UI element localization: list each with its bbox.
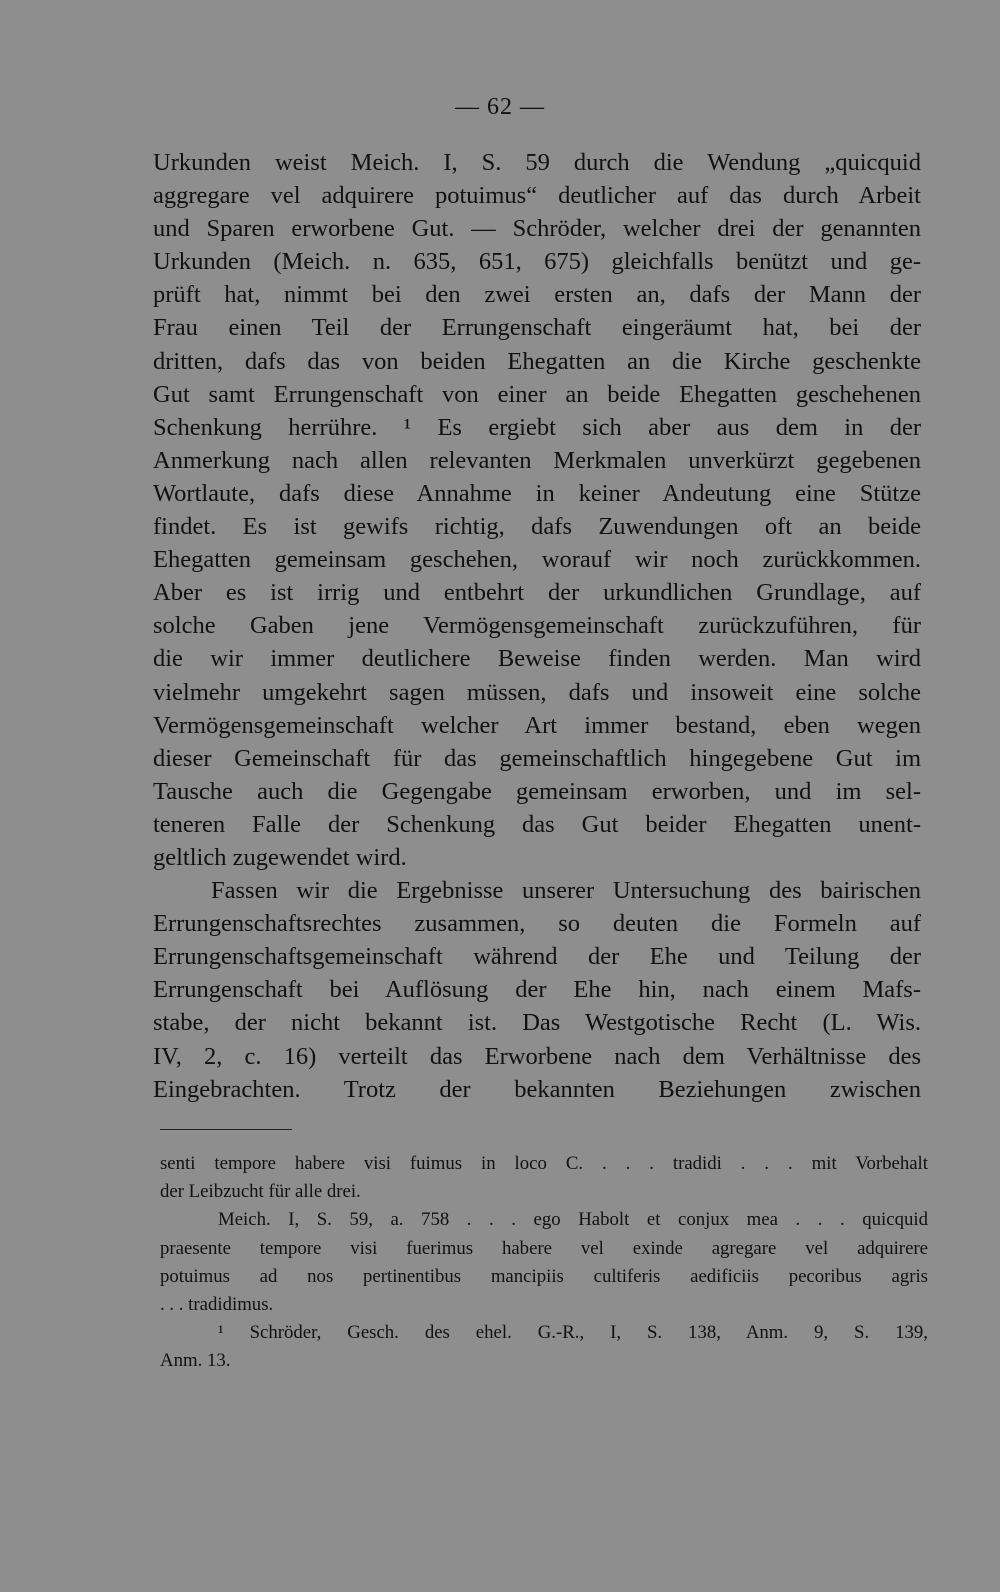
text-line: Tausche auch die Gegengabe gemeinsam erworben, und im sel-: [153, 777, 921, 805]
text-line: dieser Gemeinschaft für das gemeinschaftlich hingegebene Gut im: [153, 744, 921, 772]
footnote-line: praesente tempore visi fuerimus habere vel exinde agregare vel adquirere: [160, 1237, 928, 1259]
footnote-line: der Leibzucht für alle drei.: [160, 1181, 361, 1203]
text-line: Eingebrachten. Trotz der bekannten Beziehungen zwischen: [153, 1075, 921, 1103]
text-line: Aber es ist irrig und entbehrt der urkundlichen Grundlage, auf: [153, 579, 921, 607]
text-line: Errungenschaftsrechtes zusammen, so deuten die Formeln auf: [153, 910, 921, 938]
footnote-line: Anm. 13.: [160, 1350, 231, 1372]
footnotes: [160, 1150, 928, 1376]
text-line: solche Gaben jene Vermögensgemeinschaft zurückzuführen, für: [153, 612, 921, 640]
footnote-divider: [160, 1129, 292, 1130]
text-line: Gut samt Errungenschaft von einer an beide Ehegatten geschehenen: [153, 380, 921, 408]
text-line: und Sparen erworbene Gut. — Schröder, welcher drei der genannten: [153, 215, 921, 243]
text-line: aggregare vel adquirere potuimus“ deutlicher auf das durch Arbeit: [153, 182, 921, 210]
text-line: Wortlaute, dafs diese Annahme in keiner Andeutung eine Stütze: [153, 479, 921, 507]
text-line: findet. Es ist gewifs richtig, dafs Zuwendungen oft an beide: [153, 513, 921, 541]
text-line: Urkunden weist Meich. I, S. 59 durch die Wendung „quicquid: [153, 149, 921, 176]
text-line: stabe, der nicht bekannt ist. Das Westgotische Recht (L. Wis.: [153, 1009, 921, 1037]
text-line: Vermögensgemeinschaft welcher Art immer bestand, eben wegen: [153, 711, 921, 739]
text-line: dritten, dafs das von beiden Ehegatten an die Kirche geschenkte: [153, 347, 921, 375]
text-line: prüft hat, nimmt bei den zwei ersten an, dafs der Mann der: [153, 281, 921, 309]
page-number: — 62 —: [455, 94, 545, 120]
text-line: Fassen wir die Ergebnisse unserer Untersuchung des bairischen: [211, 877, 921, 905]
footnote-line: senti tempore habere visi fuimus in loco C. . . . tradidi . . . mit Vorbehalt: [160, 1153, 928, 1174]
text-line: teneren Falle der Schenkung das Gut beider Ehegatten unent-: [153, 810, 921, 838]
text-line: Errungenschaftsgemeinschaft während der Ehe und Teilung der: [153, 943, 921, 971]
text-line: Ehegatten gemeinsam geschehen, worauf wir noch zurückkommen.: [153, 546, 921, 574]
text-line: Anmerkung nach allen relevanten Merkmalen unverkürzt gegebenen: [153, 446, 921, 474]
text-line: vielmehr umgekehrt sagen müssen, dafs und insoweit eine solche: [153, 678, 921, 706]
footnote-line: Meich. I, S. 59, a. 758 . . . ego Habolt et conjux mea . . . quicquid: [218, 1209, 928, 1231]
footnote-line: ¹ Schröder, Gesch. des ehel. G.-R., I, S. 138, Anm. 9, S. 139,: [218, 1322, 928, 1344]
text-line: Schenkung herrühre. ¹ Es ergiebt sich aber aus dem in der: [153, 413, 921, 441]
text-line: Errungenschaft bei Auflösung der Ehe hin, nach einem Mafs-: [153, 976, 921, 1004]
footnote-line: potuimus ad nos pertinentibus mancipiis cultiferis aedificiis pecoribus agris: [160, 1265, 928, 1287]
text-line: die wir immer deutlichere Beweise finden werden. Man wird: [153, 645, 921, 673]
text-line: geltlich zugewendet wird.: [153, 843, 407, 871]
footnote-line: . . . tradidimus.: [160, 1294, 274, 1316]
text-line: Frau einen Teil der Errungenschaft eingeräumt hat, bei der: [153, 314, 921, 342]
main-text: [153, 146, 921, 1106]
text-line: Urkunden (Meich. n. 635, 651, 675) gleichfalls benützt und ge-: [153, 248, 921, 276]
text-line: IV, 2, c. 16) verteilt das Erworbene nach dem Verhältnisse des: [153, 1042, 921, 1070]
